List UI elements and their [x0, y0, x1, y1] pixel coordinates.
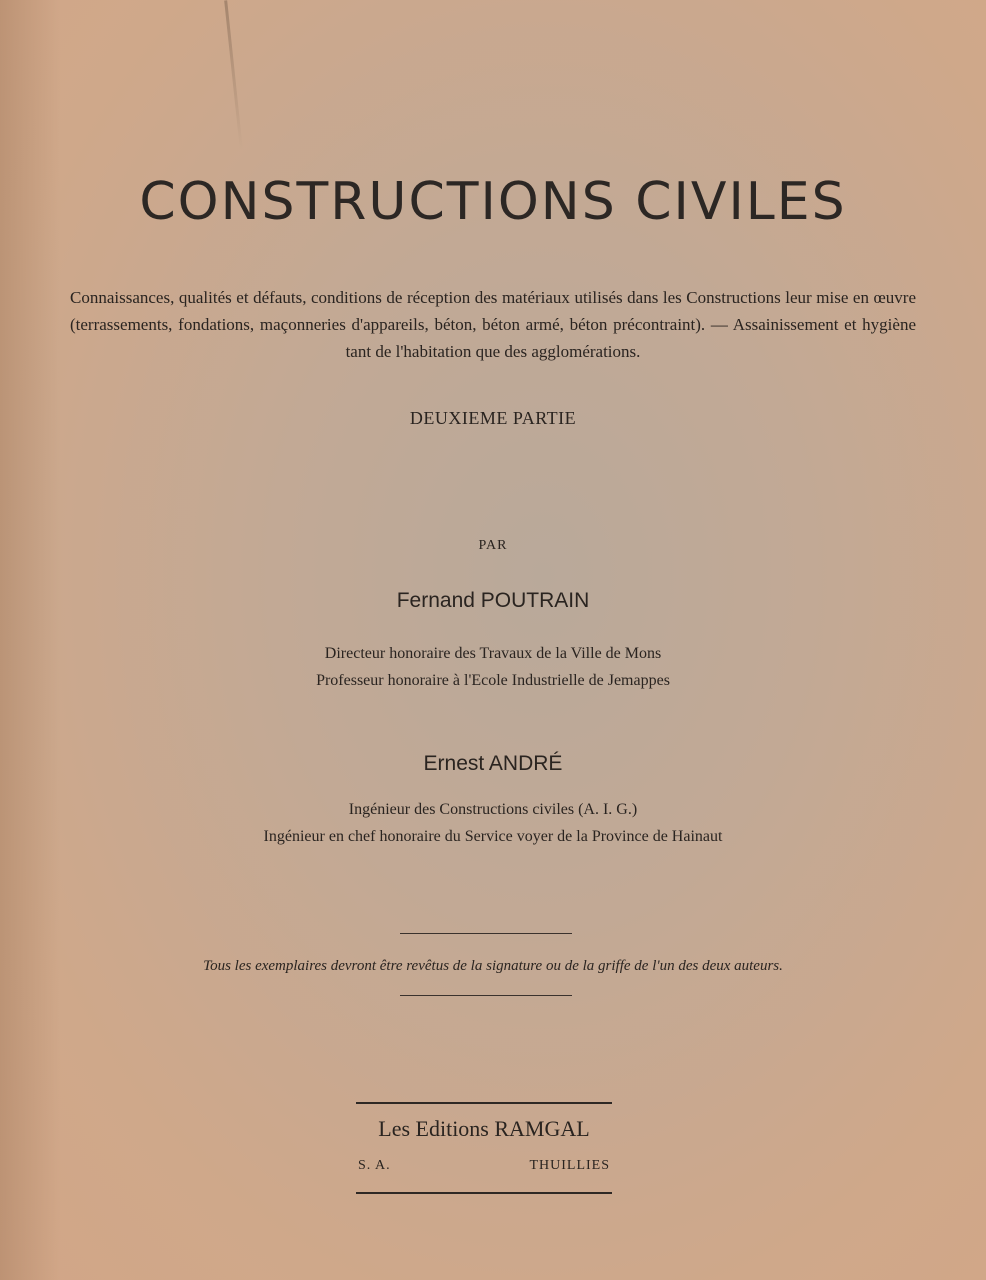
author-roles-2	[0, 796, 986, 850]
author-1-role-2: Professeur honoraire à l'Ecole Industrielle de Jemappes	[316, 672, 670, 689]
book-description: Connaissances, qualités et défauts, conditions de réception des matériaux utilisés dans les Constructions leur mise en œuvre (terrassements, fondations, maçonneries d'appareils, béton, béton armé, béton précontraint). — Assainissement et hygiène tant de l'habitation que des agglomérations.	[70, 288, 916, 361]
publisher-name: Les Editions RAMGAL	[378, 1116, 590, 1141]
signature-note: Tous les exemplaires devront être revêtus de la signature ou de la griffe de l'un des deux auteurs.	[203, 958, 783, 974]
book-title: CONSTRUCTIONS CIVILES	[139, 172, 847, 232]
author-roles-1	[0, 640, 986, 694]
paper-crease	[224, 0, 243, 149]
publisher-block	[356, 1102, 612, 1194]
part-label: DEUXIEME PARTIE	[409, 408, 577, 428]
divider-top	[400, 933, 572, 934]
author-name-2: Ernest ANDRÉ	[423, 752, 563, 775]
author-name-1: Fernand POUTRAIN	[396, 589, 590, 612]
author-1-role-1: Directeur honoraire des Travaux de la Ville de Mons	[324, 645, 662, 662]
divider-bottom	[400, 995, 572, 996]
author-2-role-1: Ingénieur des Constructions civiles (A. I. G.)	[348, 801, 638, 818]
by-label: PAR	[478, 538, 508, 553]
author-2-role-2: Ingénieur en chef honoraire du Service voyer de la Province de Hainaut	[263, 828, 723, 845]
publisher-city: THUILLIES	[529, 1158, 610, 1173]
publisher-legal-form: S. A.	[358, 1158, 391, 1173]
